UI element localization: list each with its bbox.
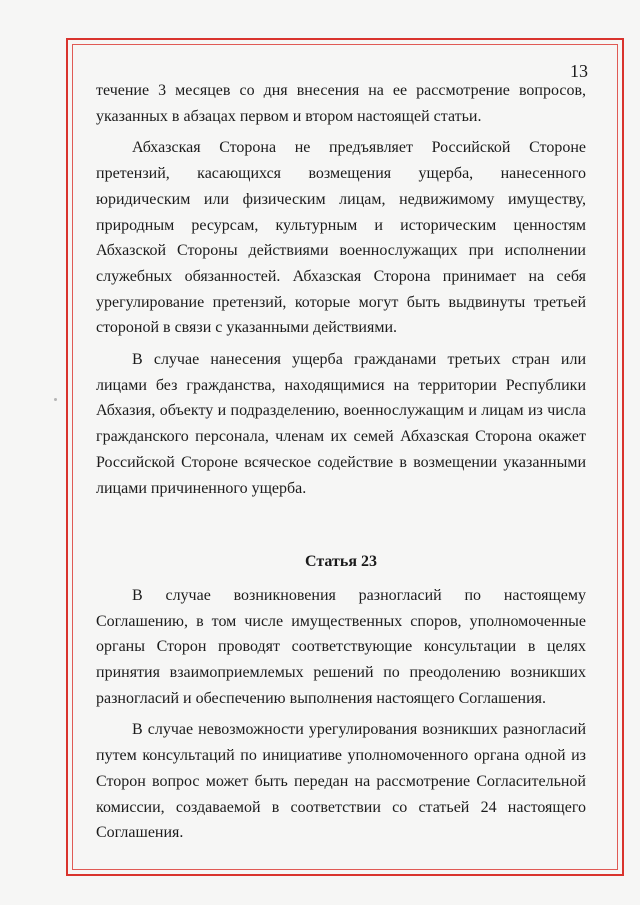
paragraph: В случае невозможности урегулирования возникших разногласий путем консультаций по инициативе уполномоченного органа одной из Сторон вопрос может быть передан на рассмотрение Согласительной комиссии, создаваемой в соответствии со статьей 24 настоящего Соглашения. — [96, 721, 586, 842]
scan-speck — [54, 398, 57, 401]
article-heading: Статья 23 — [305, 553, 377, 571]
paragraph: В случае возникновения разногласий по настоящему Соглашению, в том числе имущественных споров, уполномоченные органы Сторон проводят соответствующие консультации в целях принятия взаимоприемлемых решений по преодолению возникших разногласий и обеспечению выполнения настоящего Соглашения. — [96, 586, 586, 707]
document-body — [96, 78, 586, 846]
paragraph: Абхазская Сторона не предъявляет Российской Стороне претензий, касающихся возмещения ущерба, нанесенного юридическим или физическим лицам, недвижимому имуществу, природным ресурсам, культурным и историческим ценностям Абхазской Стороны действиями военнослужащих при исполнении служебных обязанностей. Абхазская Сторона принимает на себя урегулирование претензий, которые могут быть выдвинуты третьей стороной в связи с указанными действиями. — [96, 139, 586, 337]
paragraph-continuation: течение 3 месяцев со дня внесения на ее рассмотрение вопросов, указанных в абзацах первом и втором настоящей статьи. — [96, 82, 586, 125]
page-number: 13 — [570, 61, 588, 81]
paragraph: В случае нанесения ущерба гражданами третьих стран или лицами без гражданства, находящимися на территории Республики Абхазия, объекту и подразделению, военнослужащим и лицам из числа гражданского персонала, членам их семей Абхазская Сторона окажет Российской Стороне всяческое содействие в возмещении указанными лицами причиненного ущерба. — [96, 351, 586, 497]
